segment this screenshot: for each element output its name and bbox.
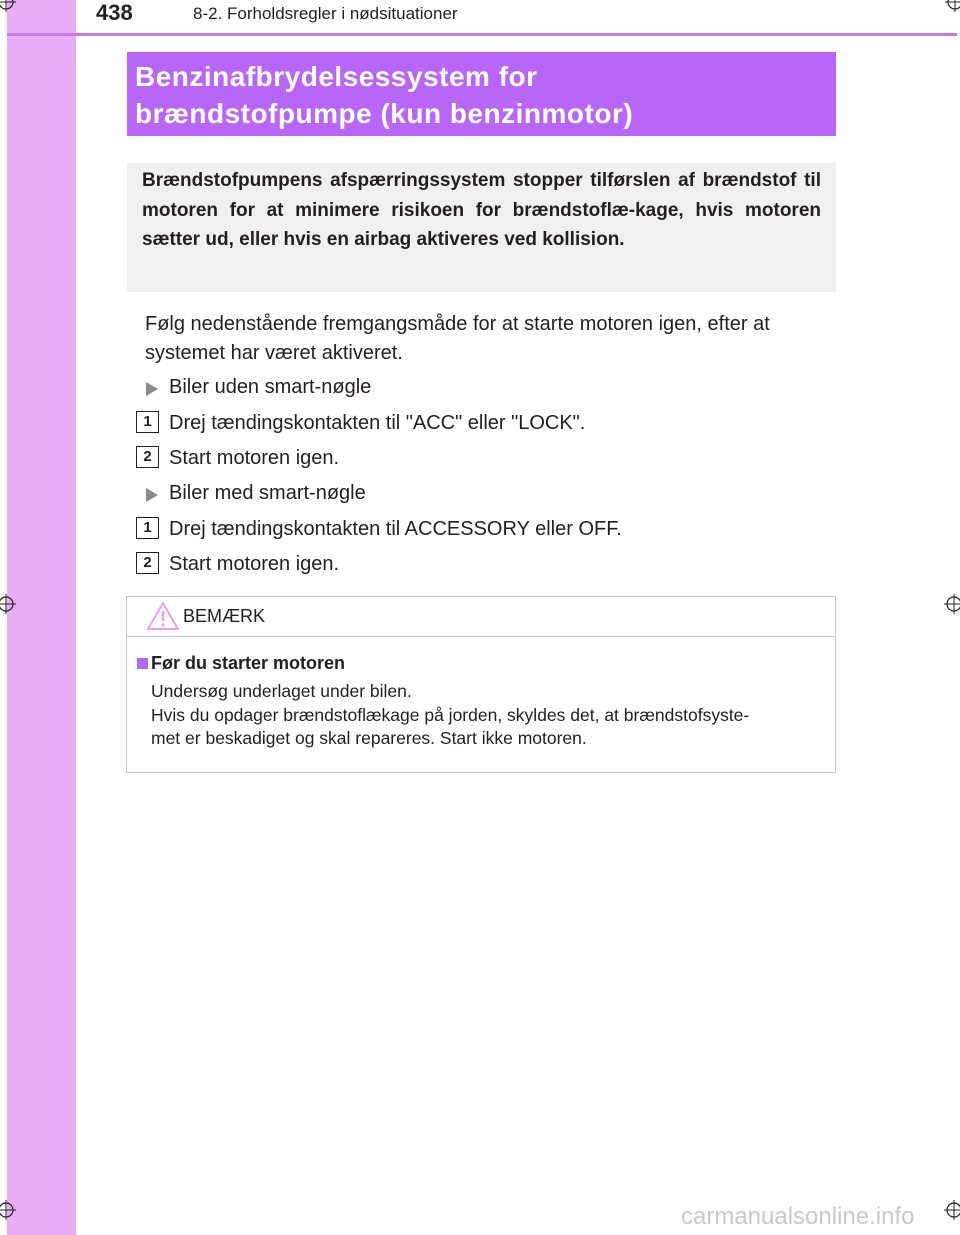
crop-mark-icon: [0, 0, 16, 12]
warning-triangle-icon: [146, 601, 180, 631]
step-number-badge: 2: [136, 552, 159, 574]
notice-line-1: Undersøg underlaget under bilen.: [151, 681, 412, 701]
triangle-bullet-icon: [146, 382, 158, 396]
crop-mark-icon: [0, 594, 16, 614]
step-text: Drej tændingskontakten til ACCESSORY eller OFF.: [169, 518, 622, 540]
page-sidebar-tab: [7, 0, 76, 1235]
step-number-badge: 2: [136, 446, 159, 468]
step-text: Start motoren igen.: [169, 447, 340, 469]
page-number: 438: [96, 0, 133, 25]
triangle-bullet-icon: [146, 488, 158, 502]
notice-line-2: Hvis du opdager brændstoflækage på jorden, skyldes det, at brændstofsyste-: [151, 704, 750, 725]
procedure-heading: Biler uden smart-nøgle: [169, 376, 372, 398]
crop-mark-icon: [944, 594, 960, 614]
step-text: Start motoren igen.: [169, 553, 340, 575]
section-title: [127, 52, 836, 136]
body-paragraph: [145, 310, 835, 368]
watermark-text: carmanualsonline.info: [681, 1203, 915, 1230]
crop-mark-icon: [945, 0, 960, 12]
intro-text: Brændstofpumpens afspærringssystem stopper tilførslen af brændstof til motoren for at minimere risikoen for brændstoflæ-kage, hvis motoren sætter ud, eller hvis en airbag aktiveres ved kollision.: [142, 170, 821, 250]
step-number-badge: 1: [136, 411, 159, 433]
notice-box: [126, 596, 836, 773]
section-title-line-2: brændstofpumpe (kun benzinmotor): [135, 98, 634, 129]
header-rule: [7, 33, 957, 36]
intro-box: [127, 163, 836, 292]
chapter-title: 8-2. Forholdsregler i nødsituationer: [193, 4, 458, 23]
body-line-2: systemet har været aktiveret.: [145, 342, 403, 364]
step-number-badge: 1: [136, 517, 159, 539]
section-title-line-1: Benzinafbrydelsessystem for: [135, 61, 538, 92]
procedure-heading: Biler med smart-nøgle: [169, 482, 366, 504]
step-text: Drej tændingskontakten til "ACC" eller "LOCK".: [169, 412, 586, 434]
notice-title: Før du starter motoren: [151, 653, 346, 673]
body-line-1: Følg nedenstående fremgangsmåde for at starte motoren igen, efter at: [145, 313, 770, 335]
notice-label: BEMÆRK: [183, 606, 266, 626]
crop-mark-icon: [0, 1200, 16, 1220]
square-bullet-icon: [137, 658, 148, 669]
notice-header: [127, 597, 835, 637]
notice-body: [151, 680, 827, 751]
crop-mark-icon: [944, 1200, 960, 1220]
notice-line-3: met er beskadiget og skal repareres. Start ikke motoren.: [151, 728, 587, 748]
